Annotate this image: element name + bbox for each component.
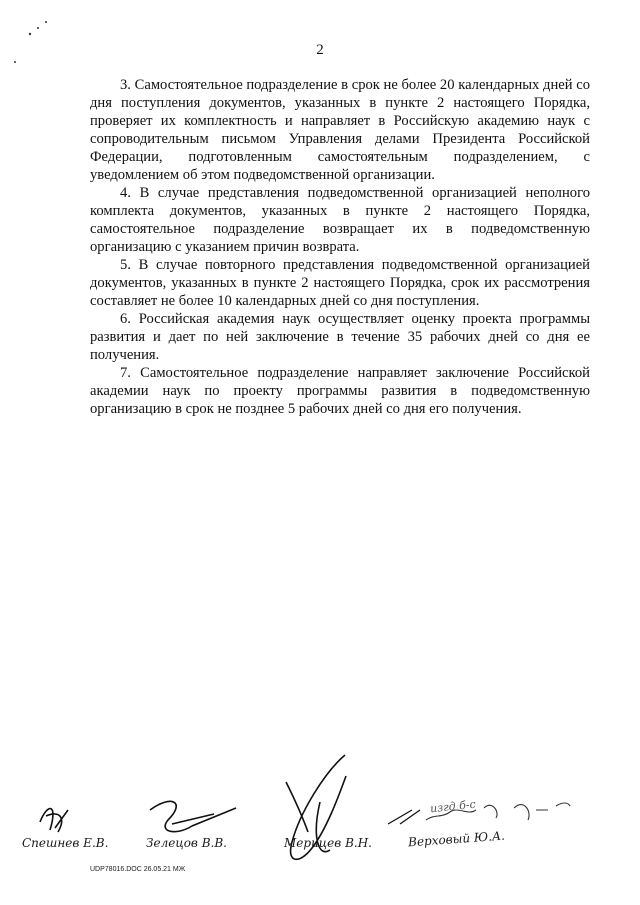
approval-signatures xyxy=(0,740,640,905)
signer-name: Спешнев Е.В. xyxy=(22,836,109,850)
signer-name: Мерицев В.Н. xyxy=(284,836,372,850)
handwritten-note: изгд б-с xyxy=(429,797,477,816)
document-body xyxy=(90,76,590,418)
signature-strokes xyxy=(0,740,640,905)
paragraph-4: 4. В случае представления подведомственной организацией неполного комплекта документов, указанных в пункте 2 настоящего Порядка, самостоятельное подразделение возвращает их в подведомственную организацию с указанием причин возврата. xyxy=(90,185,590,255)
document-footer-code: UDP78016.DOC 26.05.21 МЖ xyxy=(90,866,186,873)
paragraph-6: 6. Российская академия наук осуществляет оценку проекта программы развития и дает по ней заключение в течение 35 рабочих дней со дня ее получения. xyxy=(90,311,590,363)
signer-name: Верховый Ю.А. xyxy=(407,828,506,850)
paragraph-5: 5. В случае повторного представления подведомственной организацией документов, указанных в пункте 2 настоящего Порядка, срок их рассмотрения составляет не более 10 календарных дней со дня поступления. xyxy=(90,257,590,309)
paragraph-3: 3. Самостоятельное подразделение в срок не более 20 календарных дней со дня поступления документов, указанных в пункте 2 настоящего Порядка, проверяет их комплектность и направляет в Российскую академию наук с сопроводительным письмом Управления делами Президента Российской Федерации, подготовленным самостоятельным подразделением, с уведомлением об этом подведомственной организации. xyxy=(90,77,590,183)
page-number: 2 xyxy=(316,42,324,58)
signer-name: Зелецов В.В. xyxy=(146,836,227,850)
paragraph-7: 7. Самостоятельное подразделение направляет заключение Российской академии наук по проекту программы развития в подведомственную организацию в срок не позднее 5 рабочих дней со дня его получения. xyxy=(90,365,590,417)
scan-specks xyxy=(0,0,60,70)
